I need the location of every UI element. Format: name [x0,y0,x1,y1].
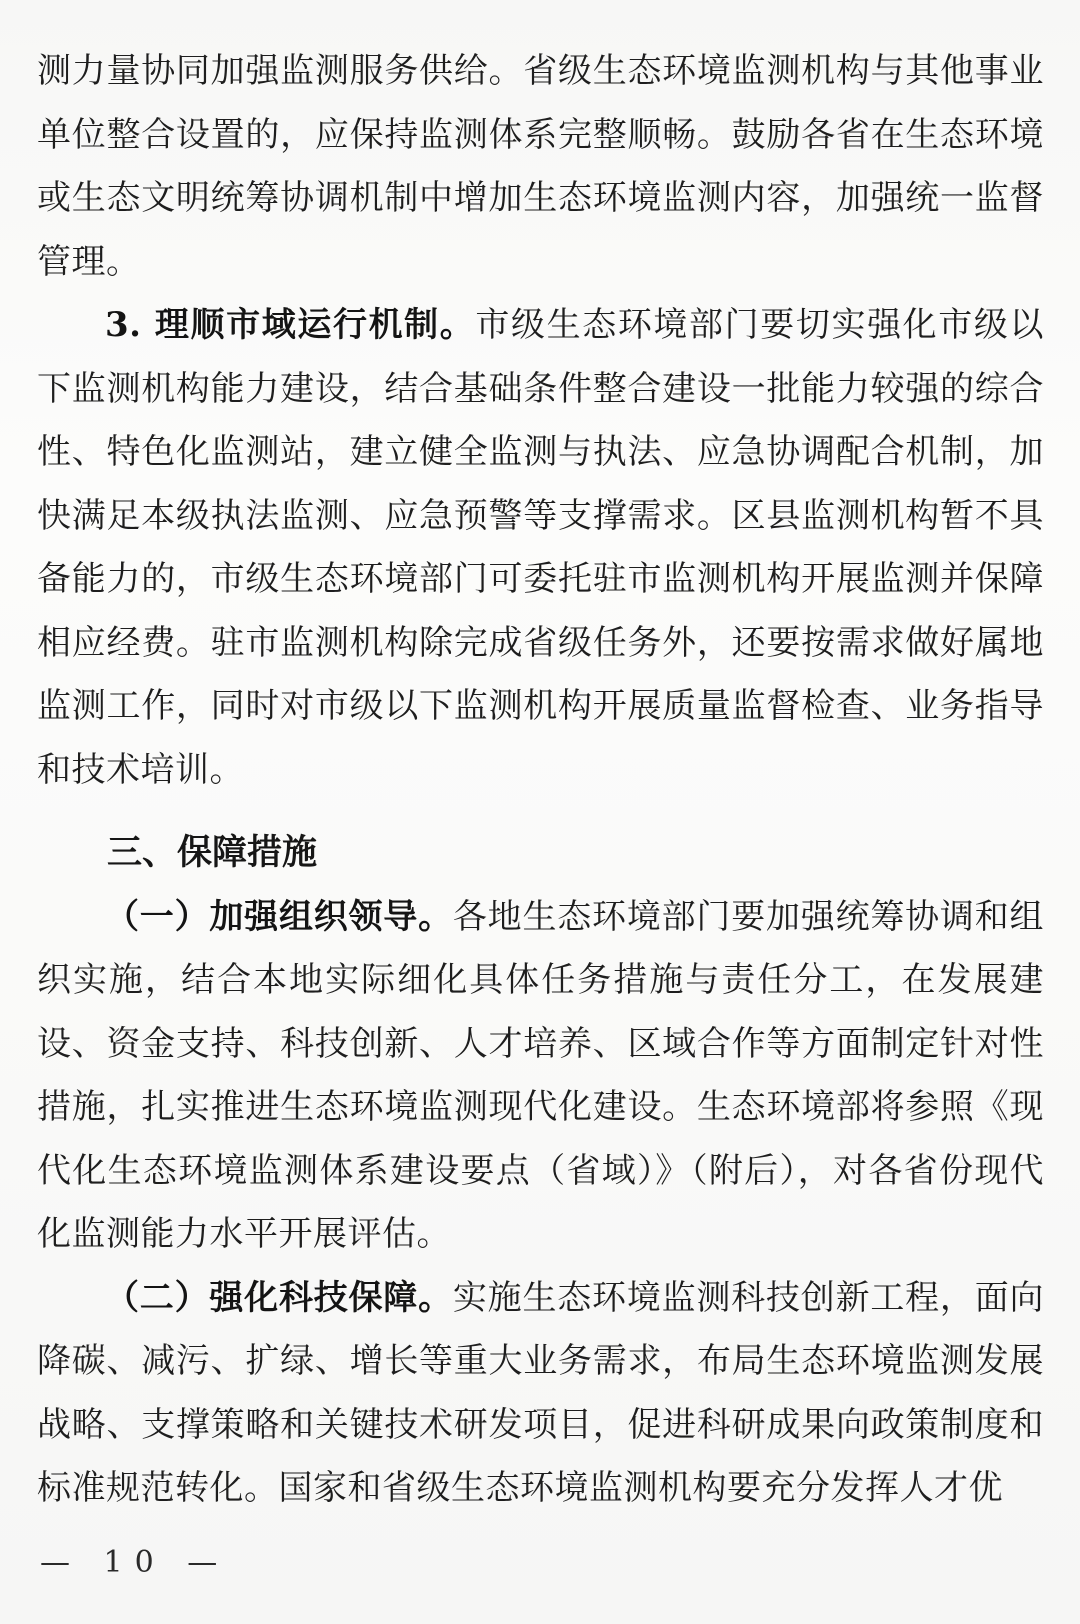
paragraph-sub-1 [37,886,1044,1267]
paragraph-text: 各地生态环境部门要加强统筹协调和组织实施，结合本地实际细化具体任务措施与责任分工，在发展建设、资金支持、科技创新、人才培养、区域合作等方面制定针对性措施，扎实推进生态环境监测现代化建设。生态环境部将参照《现代化生态环境监测体系建设要点（省域）》（附后），对各省份现代化监测能力水平开展评估。 [37,896,1045,1254]
paragraph-lead: （二）强化科技保障。 [105,1277,453,1318]
paragraph-text: 市级生态环境部门要切实强化市级以下监测机构能力建设，结合基础条件整合建设一批能力较强的综合性、特色化监测站，建立健全监测与执法、应急协调配合机制，加快满足本级执法监测、应急预警等支撑需求。区县监测机构暂不具备能力的，市级生态环境部门可委托驻市监测机构开展监测并保障相应经费。驻市监测机构除完成省级任务外，还要按需求做好属地监测工作，同时对市级以下监测机构开展质量监督检查、业务指导和技术培训。 [37,305,1044,790]
section-heading: 三、保障措施 [107,833,318,873]
paragraph-text: 实施生态环境监测科技创新工程，面向降碳、减污、扩绿、增长等重大业务需求，布局生态环境监测发展战略、支撑策略和关键技术研发项目，促进科研成果向政策制度和标准规范转化。国家和省级生态环境监测机构要充分发挥人才优 [37,1277,1045,1508]
page-number: — 10 — [40,1545,230,1580]
paragraph-item-3 [37,294,1044,802]
paragraph-text: 测力量协同加强监测服务供给。省级生态环境监测机构与其他事业单位整合设置的，应保持监测体系完整顺畅。鼓励各省在生态环境或生态文明统筹协调机制中增加生态环境监测内容，加强统一监督管理。 [37,51,1044,282]
paragraph-lead: （一）加强组织领导。 [105,896,453,937]
paragraph-continuation [37,40,1044,294]
paragraph-sub-2 [37,1267,1044,1521]
paragraph-lead: 3. 理顺市域运行机制。 [105,305,476,345]
